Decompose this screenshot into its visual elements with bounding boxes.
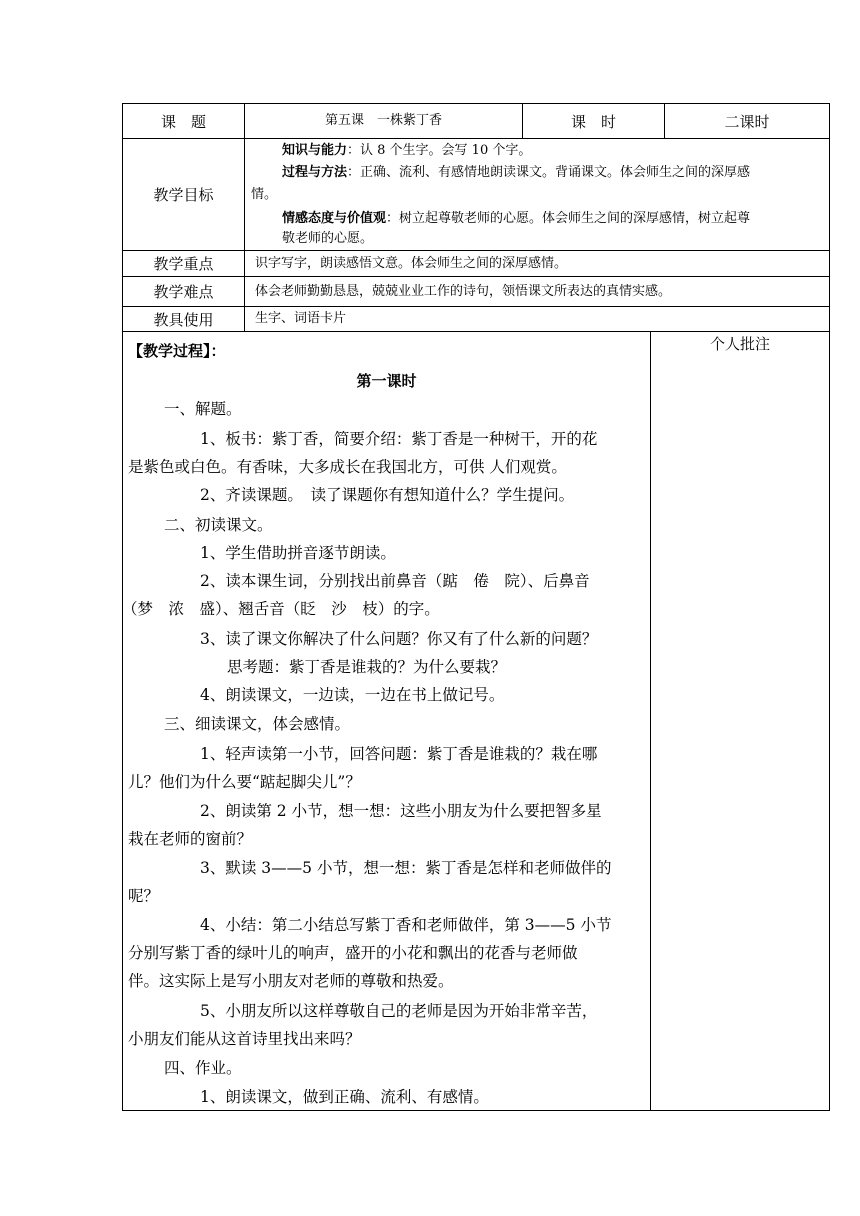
process-line: 2、读本课生词，分别找出前鼻音（踮 倦 院）、后鼻音 (200, 572, 590, 590)
tools-label: 教具使用 (153, 310, 214, 329)
process-heading: 【教学过程】： (128, 342, 226, 360)
objective-emotion-cont: 敬老师的心愿。 (282, 231, 374, 246)
table-divider-notes (650, 331, 651, 1111)
process-line: 1、朗读课文，做到正确、流利、有感情。 (200, 1088, 489, 1106)
process-line: 思考题：紫丁香是谁栽的？为什么要栽？ (227, 658, 507, 676)
objective-process-cont: 情。 (251, 187, 278, 202)
process-line: 三、细读课文，体会感情。 (164, 715, 351, 733)
process-line: 5、小朋友所以这样尊敬自己的老师是因为开始非常辛苦， (200, 1002, 598, 1020)
objective-process-title: 过程与方法 (282, 165, 348, 180)
process-line: 四、作业。 (164, 1059, 242, 1077)
process-line: 一、解题。 (164, 400, 242, 418)
table-border-bottom (122, 1110, 830, 1111)
process-line: 分别写紫丁香的绿叶儿的响声，盛开的小花和飘出的花香与老师做 (128, 944, 578, 962)
process-line: 1、学生借助拼音逐节朗读。 (200, 544, 396, 562)
process-line: 是紫色或白色。有香味，大多成长在我国北方，可供 人们观赏。 (128, 458, 567, 476)
process-line: （梦 浓 盛）、翘舌音（眨 沙 枝）的字。 (122, 600, 440, 618)
objective-emotion (251, 209, 829, 229)
process-line: 4、朗读课文，一边读，一边在书上做记号。 (200, 686, 505, 704)
process-line: 二、初读课文。 (164, 516, 273, 534)
process-line: 栽在老师的窗前？ (128, 830, 253, 848)
table-border-row5 (122, 331, 830, 332)
period-value: 二课时 (724, 112, 770, 131)
process-line: 2、朗读第 2 小节，想一想：这些小朋友为什么要把智多星 (200, 802, 602, 820)
process-line: 3、读了课文你解决了什么问题？你又有了什么新的问题？ (200, 630, 598, 648)
process-line: 2、齐读课题。 读了课题你有想知道什么？学生提问。 (200, 486, 575, 504)
process-line: 3、默读 3——5 小节，想一想：紫丁香是怎样和老师做伴的 (200, 859, 612, 877)
objective-emotion-text-1: ：树立起尊敬老师的心愿。体会师生之间的深厚感情，树立起尊 (386, 211, 751, 226)
objective-knowledge-text: ：认 8 个生字。会写 10 个字。 (347, 143, 532, 158)
topic-label: 课 题 (160, 112, 206, 131)
process-line: 呢？ (128, 887, 160, 905)
key-points-label: 教学重点 (153, 255, 214, 273)
period-label: 课 时 (570, 112, 616, 131)
process-line: 1、板书：紫丁香，简要介绍：紫丁香是一种树干，开的花 (200, 430, 598, 448)
notes-label: 个人批注 (709, 335, 770, 353)
tools-value: 生字、词语卡片 (255, 311, 347, 326)
topic-value: 第五课 一株紫丁香 (324, 113, 442, 128)
objective-process-text-1: ：正确、流利、有感情地朗读课文。背诵课文。体会师生之间的深厚感 (347, 165, 751, 180)
difficulties-label: 教学难点 (153, 283, 214, 301)
lesson-title: 第一课时 (356, 372, 417, 390)
objective-process (251, 163, 829, 183)
process-line: 儿？他们为什么要“踮起脚尖儿”？ (128, 773, 361, 791)
key-points-value: 识字写字，朗读感悟文意。体会师生之间的深厚感情。 (255, 256, 568, 271)
difficulties-value: 体会老师勤勤恳恳，兢兢业业工作的诗句，领悟课文所表达的真情实感。 (255, 284, 672, 299)
process-line: 伴。这实际上是写小朋友对老师的尊敬和热爱。 (128, 972, 454, 990)
objective-knowledge-title: 知识与能力 (282, 143, 348, 158)
process-line: 小朋友们能从这首诗里找出来吗？ (128, 1030, 361, 1048)
objectives-label: 教学目标 (153, 186, 214, 204)
table-border-right (829, 103, 830, 1111)
process-line: 4、小结：第二小结总写紫丁香和老师做伴，第 3——5 小节 (200, 916, 612, 934)
process-line: 1、轻声读第一小节，回答问题：紫丁香是谁栽的？栽在哪 (200, 745, 598, 763)
objective-knowledge (251, 141, 829, 161)
objective-emotion-title: 情感态度与价值观 (282, 211, 387, 226)
